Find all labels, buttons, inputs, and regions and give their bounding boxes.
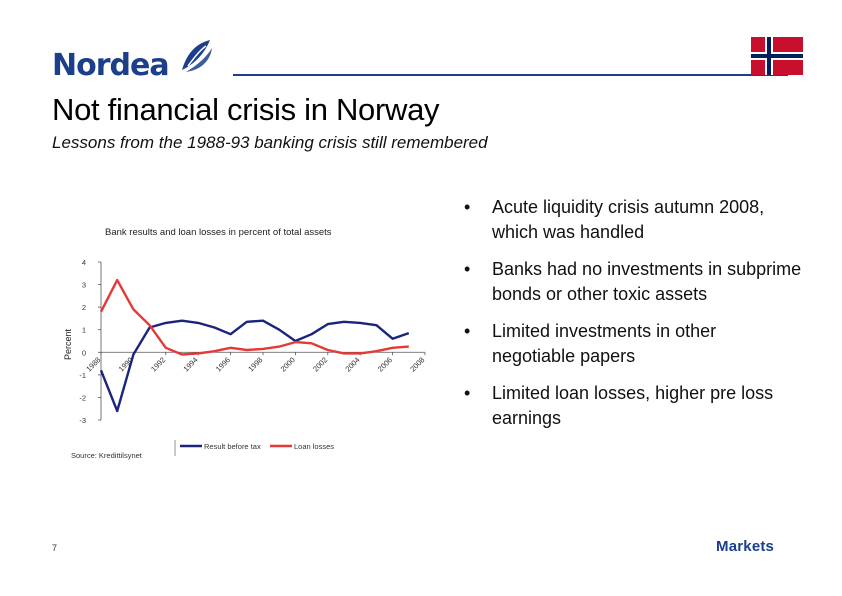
x-tick-label: 2000 — [278, 355, 297, 374]
page-number: 7 — [52, 543, 58, 553]
x-tick-label: 1996 — [213, 355, 233, 374]
x-tick-label: 1994 — [181, 355, 200, 374]
norway-flag-icon — [751, 37, 803, 75]
bullet-item: • Banks had no investments in subprime bonds or other toxic assets — [462, 257, 802, 307]
y-tick-label: 2 — [81, 303, 86, 313]
slide-subtitle: Lessons from the 1988-93 banking crisis still remembered — [52, 133, 488, 152]
bullet-list — [462, 195, 802, 443]
chart-title: Bank results and loan losses in percent of total assets — [105, 227, 332, 238]
series-lines — [101, 280, 409, 411]
y-tick-label: -1 — [79, 370, 86, 380]
x-tick-label: 1992 — [149, 355, 168, 374]
x-tick-label: 1990 — [116, 355, 135, 374]
x-axis — [84, 352, 426, 373]
legend-label: Result before tax — [204, 442, 261, 451]
y-tick-label: -3 — [79, 416, 86, 425]
y-tick-label: 3 — [81, 280, 86, 290]
chart-y-axis-label: Percent — [63, 328, 73, 360]
y-tick-label: -2 — [79, 393, 86, 403]
bullet-item: • Limited investments in other negotiable papers — [462, 319, 802, 369]
legend-label: Loan losses — [294, 442, 335, 451]
y-tick-label: 4 — [81, 258, 86, 267]
bullet-item: • Acute liquidity crisis autumn 2008, which was handled — [462, 195, 802, 245]
y-tick-label: 1 — [81, 325, 86, 335]
slide-title: Not financial crisis in Norway — [52, 92, 440, 127]
x-tick-label: 2004 — [343, 355, 362, 374]
x-tick-label: 1988 — [84, 355, 103, 374]
series-line — [101, 280, 409, 354]
header-rule — [233, 74, 788, 76]
logo-wordmark: Nordea — [52, 48, 169, 83]
chart-source: Source: Kredittilsynet — [71, 451, 142, 460]
x-tick-label: 2006 — [375, 355, 395, 374]
chart-legend — [175, 440, 334, 456]
line-chart — [55, 210, 435, 460]
x-tick-label: 1998 — [246, 355, 265, 374]
sail-icon — [178, 38, 214, 74]
footer-brand: Markets — [716, 538, 775, 555]
y-tick-label: 0 — [81, 348, 86, 358]
x-tick-label: 2002 — [311, 355, 330, 374]
y-axis — [79, 258, 101, 425]
x-tick-label: 2008 — [408, 355, 427, 374]
bullet-item: • Limited loan losses, higher pre loss earnings — [462, 381, 802, 431]
